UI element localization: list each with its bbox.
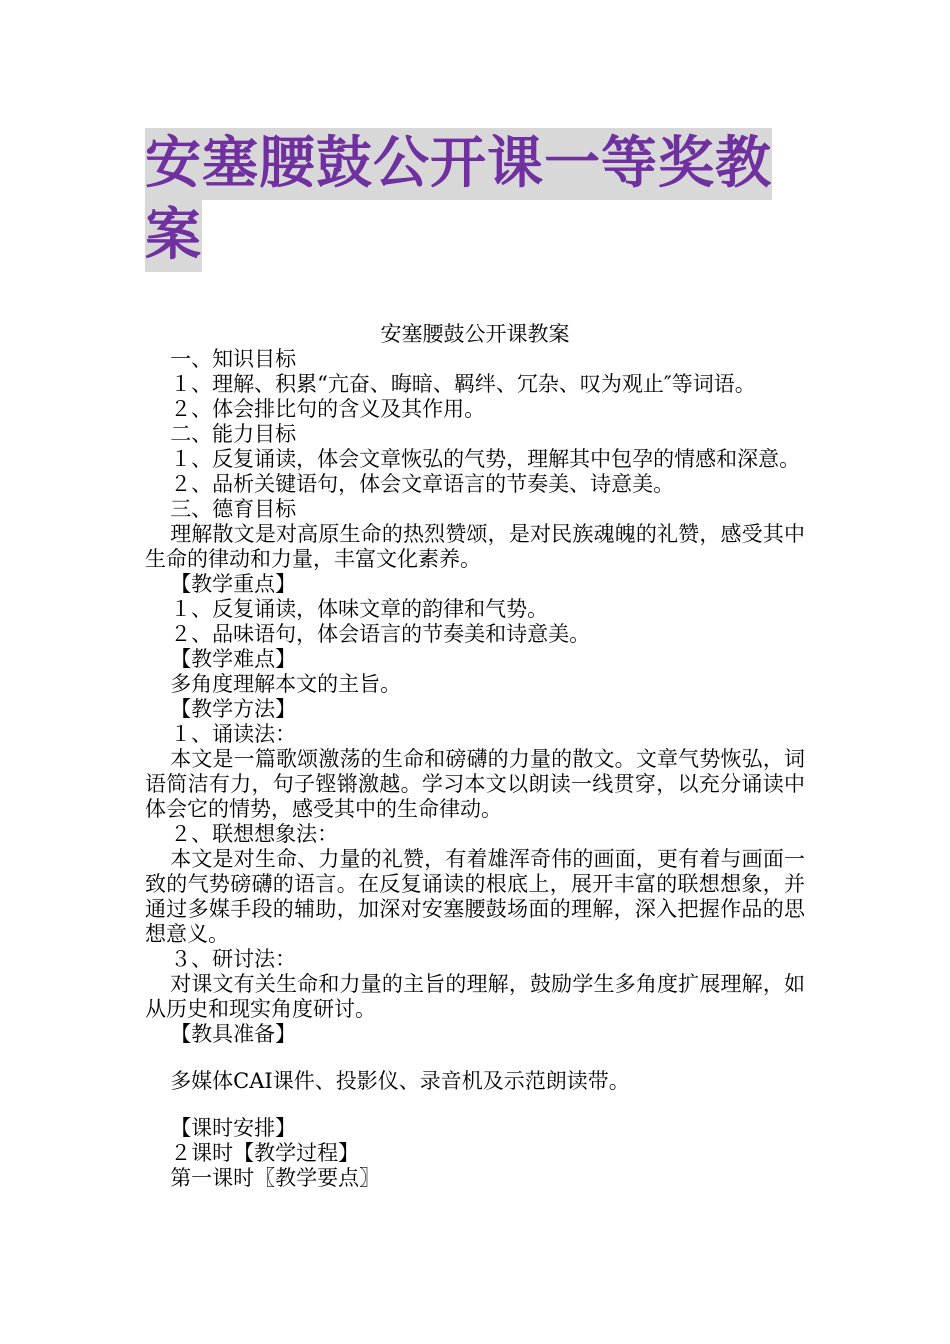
method-1-title: １、诵读法： [170, 722, 297, 746]
document-title [145, 128, 810, 272]
method-2-title: ２、联想想象法： [170, 822, 339, 846]
section-moral-goals: 三、德育目标 [170, 497, 297, 521]
teaching-difficulty-text: 多角度理解本文的主旨。 [170, 672, 402, 696]
title-line-1: 安塞腰鼓公开课一等奖教 [145, 128, 772, 200]
section-class-schedule: 【课时安排】 [170, 1116, 297, 1140]
title-line-2: 案 [145, 200, 202, 272]
teaching-focus-2: ２、品味语句，体会语言的节奏美和诗意美。 [170, 622, 591, 646]
knowledge-goal-1: １、理解、积累“亢奋、晦暗、羁绊、冗杂、叹为观止″等词语。 [170, 372, 756, 396]
ability-goal-1: １、反复诵读，体会文章恢弘的气势，理解其中包孕的情感和深意。 [170, 447, 801, 471]
section-teaching-difficulty: 【教学难点】 [170, 647, 297, 671]
method-3-title: ３、研讨法： [170, 947, 297, 971]
ability-goal-2: ２、品析关键语句，体会文章语言的节奏美、诗意美。 [170, 472, 675, 496]
method-2-text: 本文是对生命、力量的礼赞，有着雄浑奇伟的画面，更有着与画面一致的气势磅礴的语言。在反复诵读的根底上，展开丰富的联想想象，并通过多媒手段的辅助，加深对安塞腰鼓场面的理解，深入把握作品的思想意义。 [145, 847, 805, 946]
section-teaching-aids: 【教具准备】 [170, 1022, 297, 1046]
method-3-text: 对课文有关生命和力量的主旨的理解，鼓励学生多角度扩展理解，如从历史和现实角度研讨。 [145, 972, 805, 1021]
lesson-plan-heading: 安塞腰鼓公开课教案 [380, 322, 570, 346]
method-1-text: 本文是一篇歌颂激荡的生命和磅礴的力量的散文。文章气势恢弘，词语简洁有力，句子铿锵激越。学习本文以朗读一线贯穿，以充分诵读中体会它的情势，感受其中的生命律动。 [145, 747, 805, 821]
section-ability-goals: 二、能力目标 [170, 422, 297, 446]
knowledge-goal-2: ２、体会排比句的含义及其作用。 [170, 397, 486, 421]
teaching-aids-text: 多媒体CAI课件、投影仪、录音机及示范朗读带。 [170, 1069, 630, 1093]
document-body [145, 322, 805, 1191]
class-schedule-text: ２课时【教学过程】 [170, 1141, 360, 1165]
section-teaching-focus: 【教学重点】 [170, 572, 297, 596]
teaching-focus-1: １、反复诵读，体味文章的韵律和气势。 [170, 597, 549, 621]
first-lesson-heading: 第一课时〖教学要点〗 [170, 1166, 381, 1190]
section-knowledge-goals: 一、知识目标 [170, 347, 297, 371]
section-teaching-methods: 【教学方法】 [170, 697, 297, 721]
moral-goal-text: 理解散文是对高原生命的热烈赞颂，是对民族魂魄的礼赞，感受其中生命的律动和力量，丰富文化素养。 [145, 522, 805, 571]
